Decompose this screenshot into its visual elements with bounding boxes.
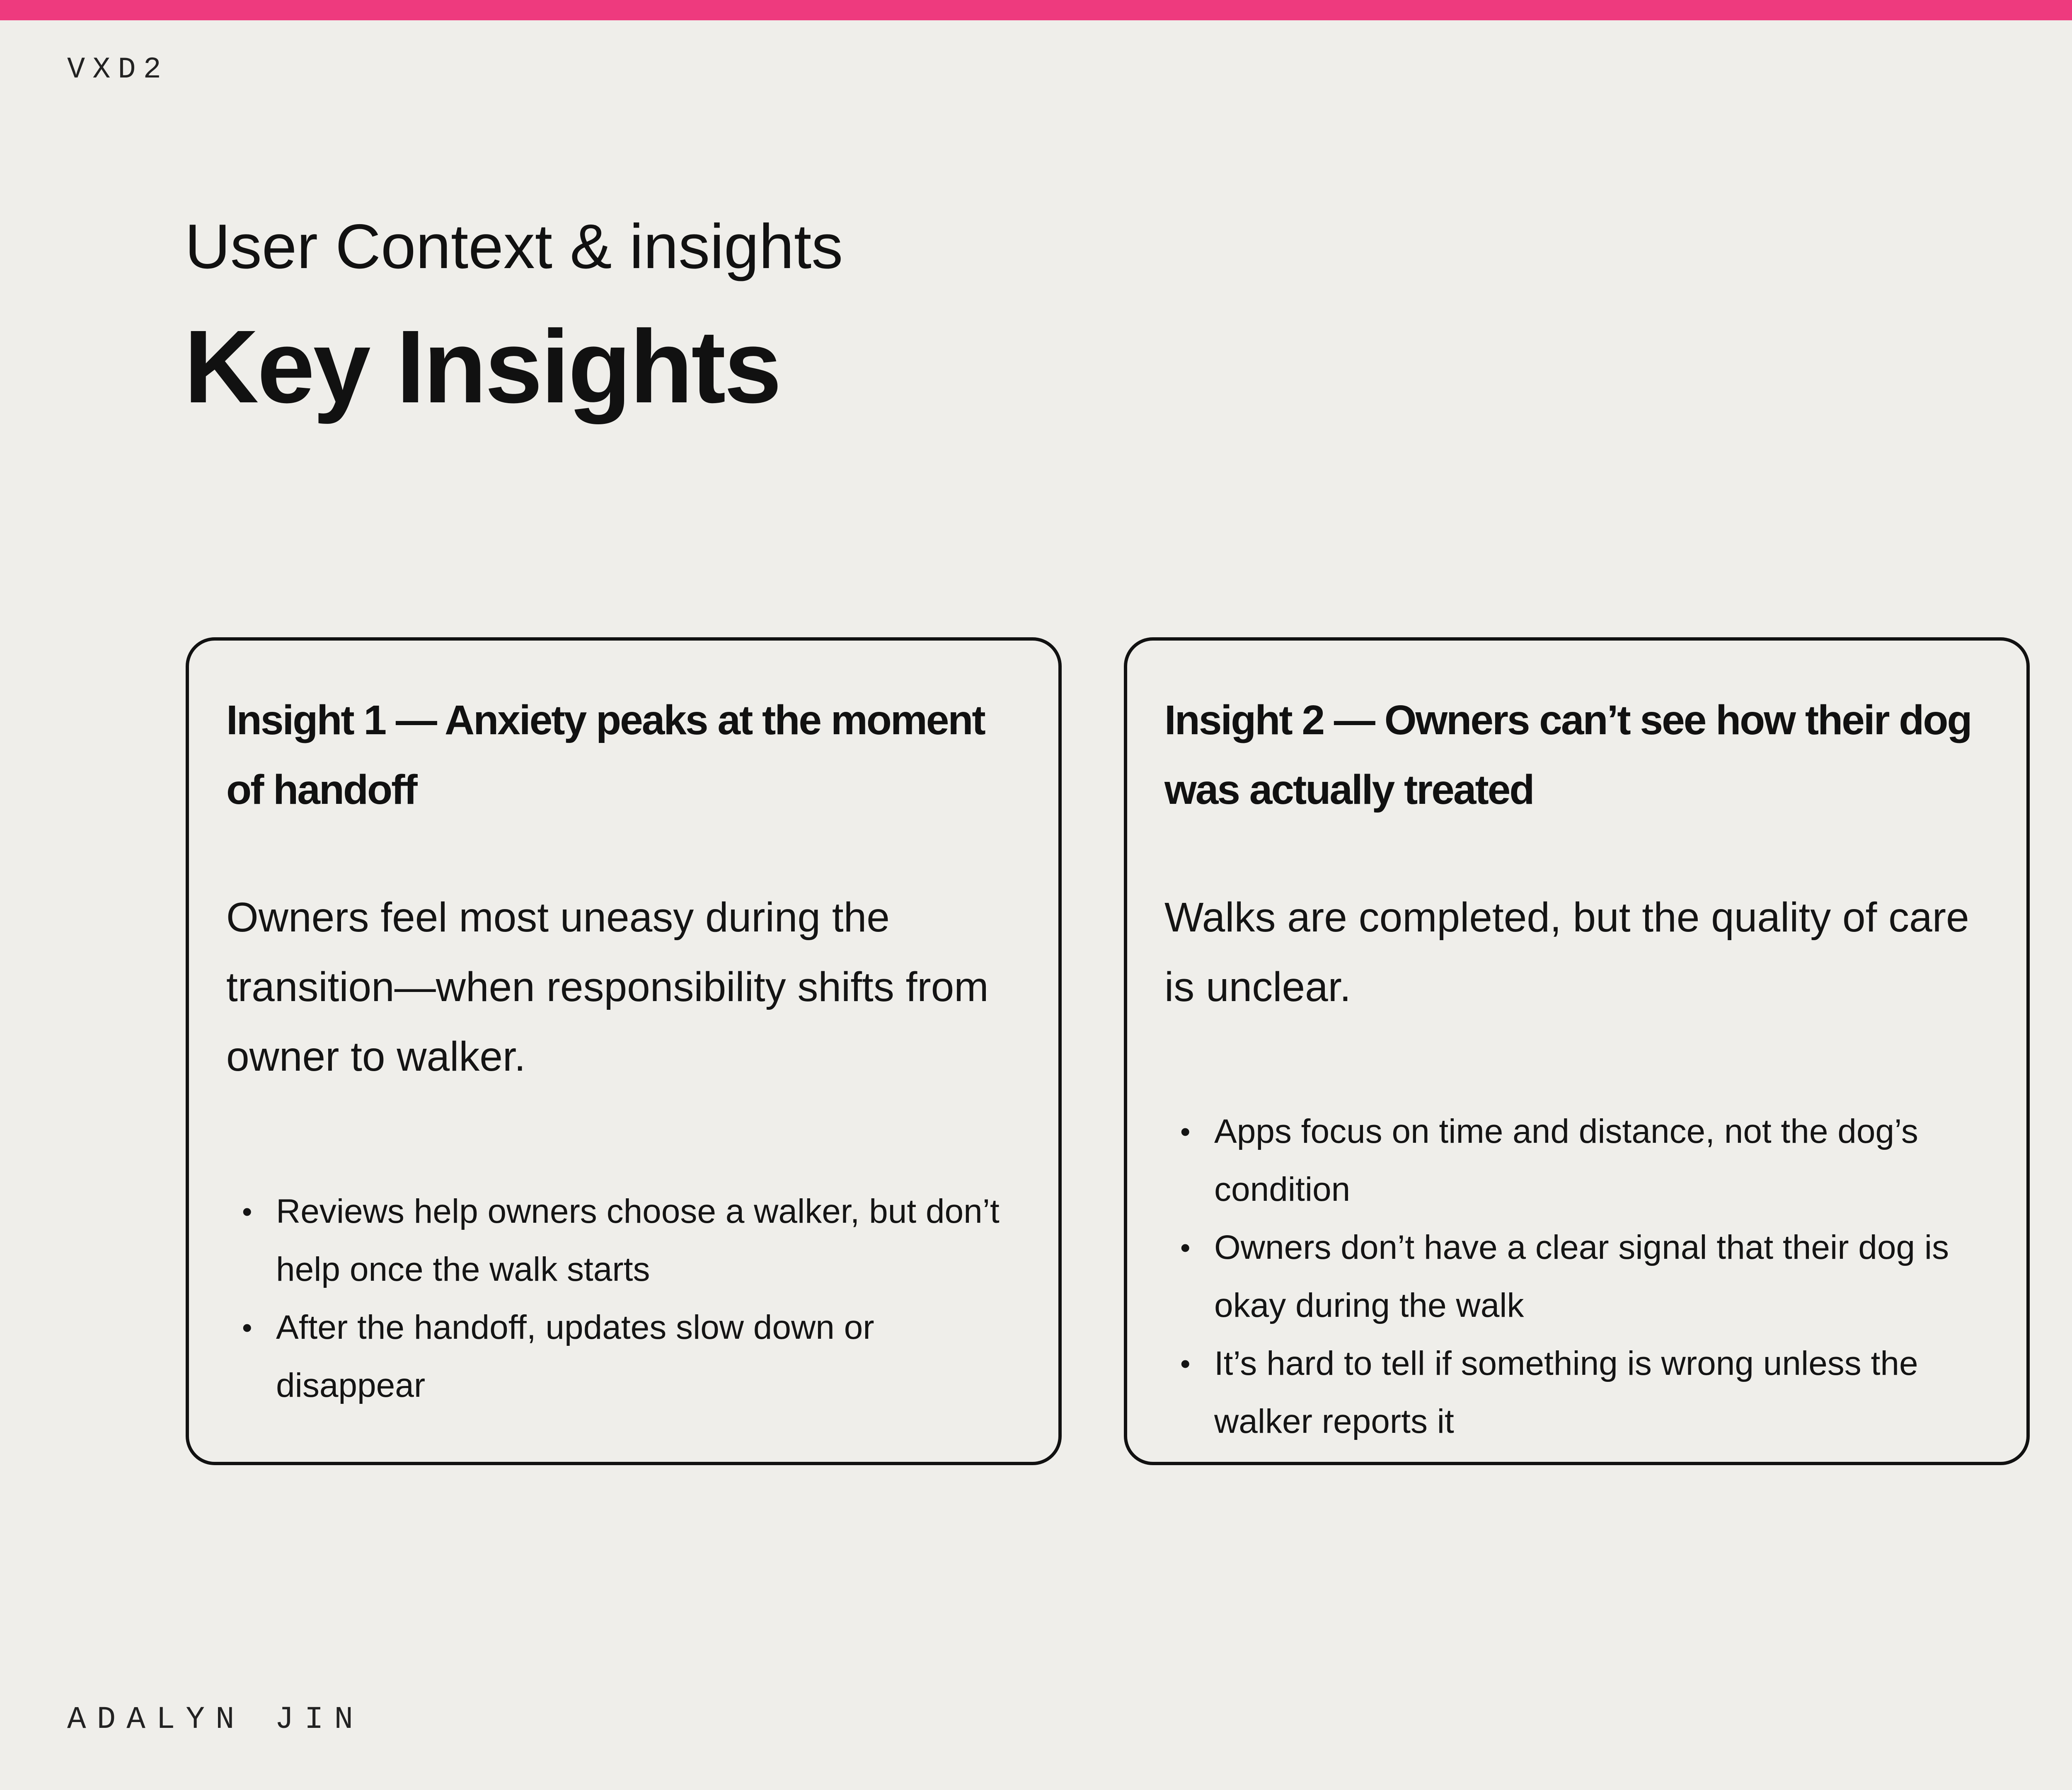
- insight-bullet-list: [1164, 1103, 1989, 1451]
- bullet-item: • Apps focus on time and distance, not the dog’s condition: [1214, 1103, 1989, 1219]
- section-label: User Context & insights: [185, 211, 843, 282]
- page-title: Key Insights: [184, 309, 780, 424]
- bullet-item: • After the handoff, updates slow down or disappear: [276, 1299, 1021, 1415]
- bullet-item: • Owners don’t have a clear signal that their dog is okay during the walk: [1214, 1219, 1989, 1335]
- insight-title: Insight 2 — Owners can’t see how their dog was actually treated: [1164, 697, 1971, 813]
- insight-body: Owners feel most uneasy during the transition—when responsibility shifts from owner to walker.: [226, 894, 989, 1080]
- insight-card-2: [1124, 637, 2030, 1465]
- insight-title: Insight 1 — Anxiety peaks at the moment of handoff: [226, 697, 985, 813]
- insight-body: Walks are completed, but the quality of care is unclear.: [1164, 894, 1969, 1010]
- footer-author: ADALYN JIN: [67, 1702, 364, 1737]
- bullet-item: • It’s hard to tell if something is wrong unless the walker reports it: [1214, 1335, 1989, 1451]
- accent-top-bar: [0, 0, 2072, 20]
- insight-card-1: [186, 637, 1062, 1465]
- course-code: VXD2: [67, 53, 169, 87]
- insight-bullet-list: [226, 1183, 1021, 1415]
- bullet-item: • Reviews help owners choose a walker, but don’t help once the walk starts: [276, 1183, 1021, 1299]
